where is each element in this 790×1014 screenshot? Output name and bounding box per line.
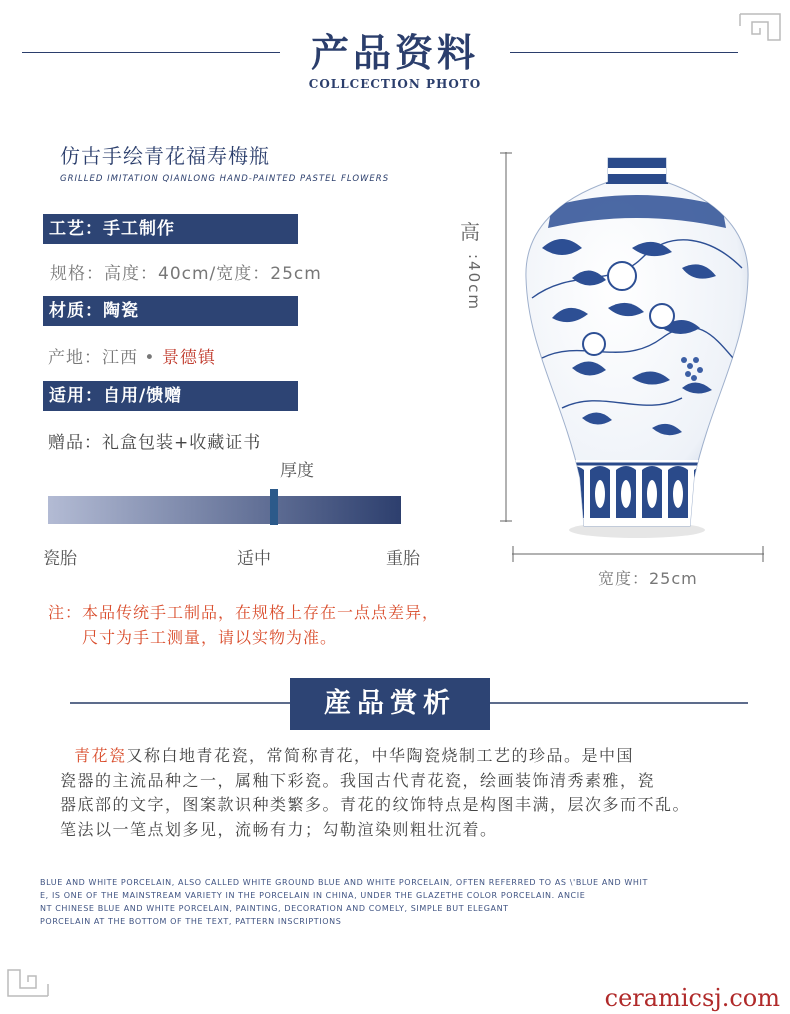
- origin-spec: [48, 343, 216, 368]
- note-line-2: 尺寸为手工测量，请以实物为准。: [82, 628, 338, 647]
- thickness-marker: [270, 489, 278, 525]
- vase-image: [512, 148, 762, 540]
- size-spec: 规格：高度：40cm/宽度：25cm: [50, 264, 322, 284]
- origin-prefix: 产地：江西 •: [48, 348, 156, 368]
- description-line-3: 器底部的文字，图案款识种类繁多。青花的纹饰特点是构图丰满，层次多而不乱。: [60, 795, 691, 814]
- section-line-left: [70, 702, 290, 704]
- description-line-1-text: 又称白地青花瓷，常简称青花，中华陶瓷烧制工艺的珍品。是中国: [126, 746, 635, 765]
- thickness-left-label: 瓷胎: [43, 549, 77, 569]
- use-bar: 适用：自用/馈赠: [43, 381, 298, 411]
- description-cn: [60, 744, 760, 842]
- description-en-line-1: BLUE AND WHITE PORCELAIN, ALSO CALLED WHITE GROUND BLUE AND WHITE PORCELAIN, OFTEN REFERRED TO AS \'BLUE AND WHIT: [40, 878, 648, 887]
- page-subtitle: COLLCECTION PHOTO: [308, 77, 482, 91]
- material-bar: 材质：陶瓷: [43, 296, 298, 326]
- thickness-middle-label: 适中: [237, 549, 271, 569]
- width-label: 宽度：25cm: [598, 569, 698, 588]
- section-line-right: [490, 702, 748, 704]
- note-line-1: 注：本品传统手工制品，在规格上存在一点点差异，: [48, 603, 440, 622]
- description-en-line-3: NT CHINESE BLUE AND WHITE PORCELAIN, PAINTING, DECORATION AND COMELY, SIMPLE BUT ELEGANT: [40, 904, 509, 913]
- thickness-title: 厚度: [280, 461, 314, 481]
- thickness-right-label: 重胎: [386, 549, 420, 569]
- height-value: :40cm: [465, 254, 483, 311]
- width-dimension-line: [512, 544, 764, 564]
- description-highlight: 青花瓷: [74, 746, 127, 765]
- fret-corner-icon: [6, 968, 50, 998]
- thickness-gradient: [48, 496, 401, 524]
- gift-spec: 赠品：礼盒包装+收藏证书: [48, 433, 262, 453]
- product-name: 仿古手绘青花福寿梅瓶: [60, 144, 270, 168]
- height-dimension-line: [500, 152, 512, 522]
- height-label: 高: [460, 220, 480, 244]
- description-en: [40, 876, 648, 928]
- description-en-line-4: PORCELAIN AT THE BOTTOM OF THE TEXT, PATTERN INSCRIPTIONS: [40, 917, 342, 926]
- description-line-4: 笔法以一笔点划多见，流畅有力；勾勒渲染则粗壮沉着。: [60, 819, 498, 839]
- watermark: ceramicsj.com: [604, 984, 780, 1012]
- description-line-1: [60, 744, 760, 769]
- origin-city: 景德镇: [161, 348, 216, 368]
- product-name-en: GRILLED IMITATION QIANLONG HAND-PAINTED PASTEL FLOWERS: [60, 174, 390, 184]
- section-title: 産品赏析: [290, 678, 490, 730]
- description-en-line-2: E, IS ONE OF THE MAINSTREAM VARIETY IN THE PORCELAIN IN CHINA, UNDER THE GLAZETHE COLOR PORCELAIN. ANCIE: [40, 891, 586, 900]
- description-line-2: 瓷器的主流品种之一，属釉下彩瓷。我国古代青花瓷，绘画装饰清秀素雅，瓷: [60, 770, 656, 790]
- fret-corner-icon: [738, 12, 782, 42]
- page-title: 产品资料: [310, 30, 479, 75]
- craft-bar: 工艺：手工制作: [43, 214, 298, 244]
